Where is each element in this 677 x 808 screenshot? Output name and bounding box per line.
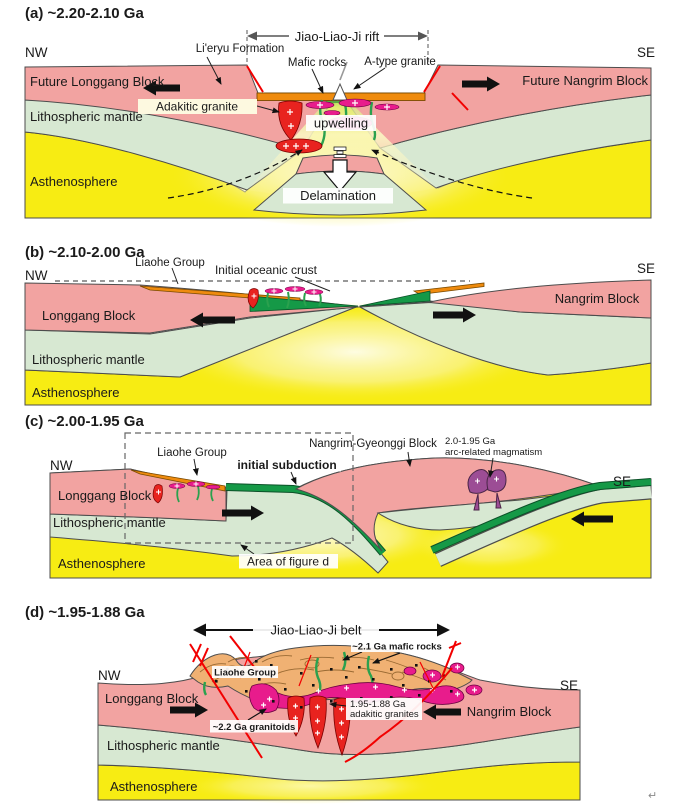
mantle-label-d: Lithospheric mantle <box>107 738 220 753</box>
left-block-label-c: Longgang Block <box>58 488 152 503</box>
mantle-label-c: Lithospheric mantle <box>53 515 166 530</box>
lieryu-label: Li'eryu Formation <box>195 43 285 55</box>
atype-label: A-type granite <box>364 56 436 68</box>
right-block-label-d: Nangrim Block <box>466 704 552 719</box>
panel-c <box>25 413 651 578</box>
adakitic-label: Adakitic granite <box>155 99 239 114</box>
adakitic-label-line2: adakitic granites <box>350 709 419 720</box>
liaohe-label-d: Liaohe Group <box>214 667 276 679</box>
panel-a-title: (a) ~2.20-2.10 Ga <box>25 5 144 22</box>
area-label: Area of figure d <box>246 554 330 569</box>
se-label-d: SE <box>560 678 579 693</box>
asthenosphere-label-a: Asthenosphere <box>30 174 118 189</box>
asthenosphere-label-b: Asthenosphere <box>32 385 120 400</box>
left-block-label-a: Future Longgang Block <box>30 74 165 89</box>
liaohe-label-c: Liaohe Group <box>157 447 227 459</box>
upwelling-label: upwelling <box>313 115 369 131</box>
left-block-label-d: Longgang Block <box>105 691 199 706</box>
liaohe-pointer-c <box>194 459 197 475</box>
nw-label-b: NW <box>25 268 48 283</box>
ng-block-label: Nangrim-Gyeonggi Block <box>309 438 437 450</box>
se-label-b: SE <box>637 261 656 276</box>
panel-d <box>25 604 580 804</box>
atype-pointer <box>354 68 385 89</box>
se-label-a: SE <box>637 45 656 60</box>
se-label-c: SE <box>613 474 632 489</box>
nw-label-d: NW <box>98 668 121 683</box>
panel-d-title: (d) ~1.95-1.88 Ga <box>25 604 145 621</box>
mantle-label-b: Lithospheric mantle <box>32 352 145 367</box>
mantle-label-a: Lithospheric mantle <box>30 109 143 124</box>
volcano-triangle <box>333 84 347 100</box>
granitoids-label: ~2.2 Ga granitoids <box>212 722 296 733</box>
right-block-label-a: Future Nangrim Block <box>522 73 648 88</box>
belt-label: Jiao-Liao-Ji belt <box>270 622 362 638</box>
arc-label-line1: 2.0-1.95 Ga <box>445 436 496 447</box>
panel-b-title: (b) ~2.10-2.00 Ga <box>25 244 145 261</box>
delamination-label: Delamination <box>300 188 376 203</box>
return-mark: ↵ <box>648 790 658 802</box>
left-block-label-b: Longgang Block <box>42 308 136 323</box>
panel-a <box>25 5 655 227</box>
arc-label-line2: arc-related magmatism <box>445 447 543 458</box>
right-block-label-b: Nangrim Block <box>554 291 640 306</box>
nw-label-c: NW <box>50 458 73 473</box>
rift-label: Jiao-Liao-Ji rift <box>294 29 380 44</box>
mafic-label-a: Mafic rocks <box>287 57 347 69</box>
asthenosphere-label-c: Asthenosphere <box>58 556 146 571</box>
liaohe-label-b: Liaohe Group <box>135 257 205 269</box>
mafic-pointer <box>312 69 323 93</box>
panel-c-title: (c) ~2.00-1.95 Ga <box>25 413 144 430</box>
mafic-label-d: ~2.1 Ga mafic rocks <box>352 641 442 653</box>
subduction-pointer-c <box>291 472 296 484</box>
oceanic-label-b: Initial oceanic crust <box>214 263 318 277</box>
adakitic-label-line1: 1.95-1.88 Ga <box>350 699 406 710</box>
subduction-label: initial subduction <box>237 458 337 472</box>
panel-b <box>25 244 655 405</box>
nw-label-a: NW <box>25 45 48 60</box>
asthenosphere-label-d: Asthenosphere <box>110 779 198 794</box>
